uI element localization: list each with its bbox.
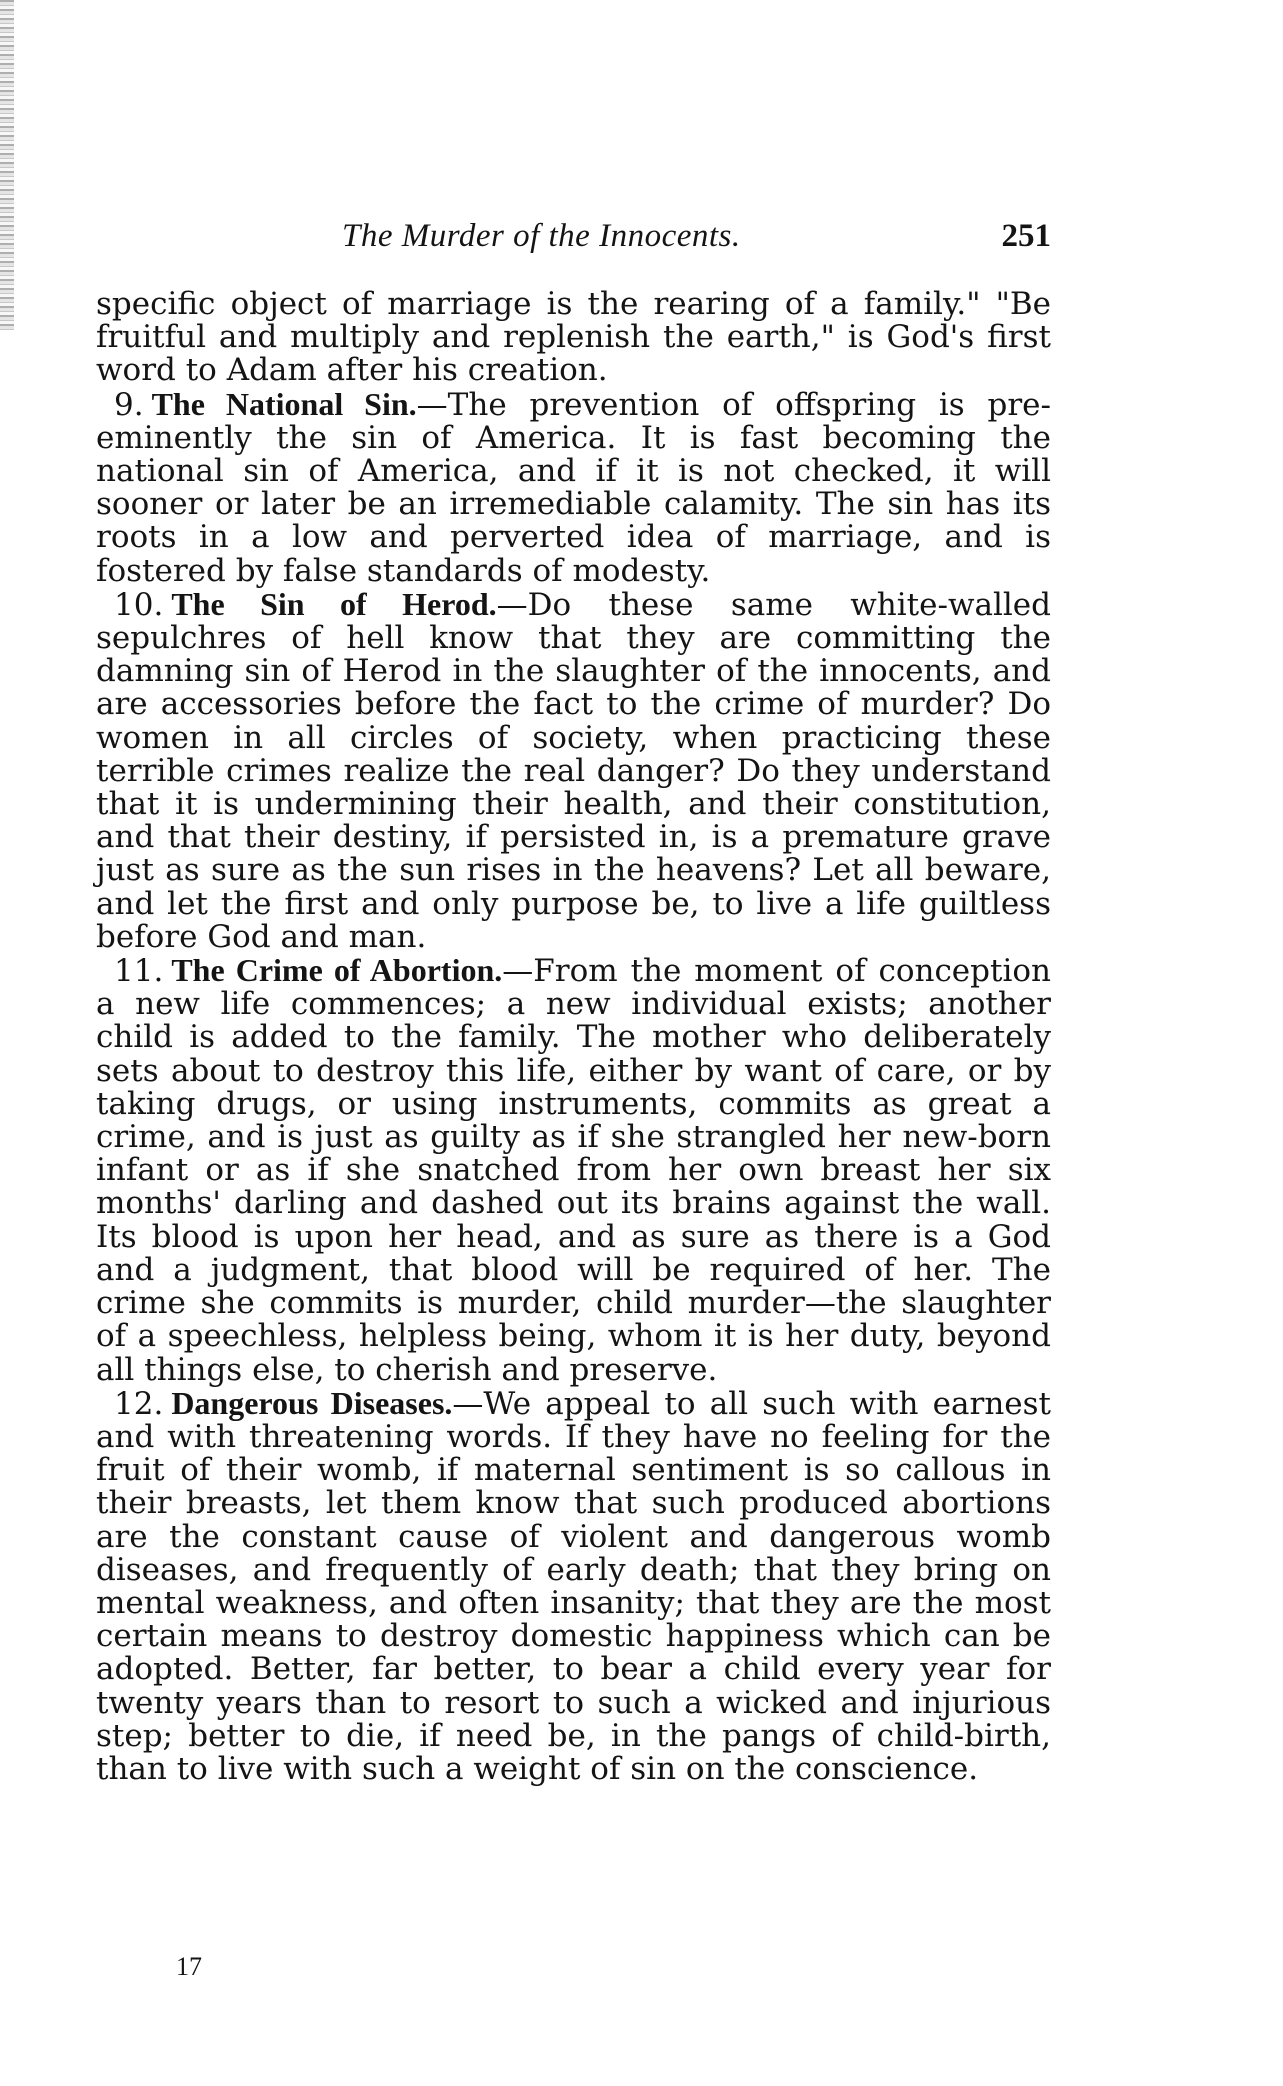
section-heading: The National Sin.	[151, 385, 417, 422]
running-header	[96, 218, 1051, 258]
section-heading: Dangerous Diseases.	[171, 1384, 453, 1421]
running-title: The Murder of the Innocents.	[342, 218, 741, 254]
section-number: 11.	[114, 953, 164, 990]
book-page	[96, 0, 1051, 2086]
section-text: —The prevention of offspring is pre-eminently the sin of America. It is fast becoming the national sin of America, and if it is not checked, it will sooner or later be an irremediable calamity. The sin has its roots in a low and perverted idea of marriage, and is fostered by false standards of modesty.	[96, 386, 1051, 589]
section-sin-of-herod	[96, 585, 1051, 955]
intro-paragraph: specific object of marriage is the rearing of a family." "Be fruitful and multiply and replenish the earth," is God's first word to Adam after his creation.	[96, 286, 1051, 389]
section-dangerous-diseases	[96, 1384, 1052, 1787]
section-text: —Do these same white-walled sepulchres of hell know that they are committing the damning sin of Herod in the slaughter of the innocents, and are accessories before the fact to the crime of murder? Do women in all circles of society, when practicing these terrible crimes realize the real danger? Do they understand that it is undermining their health, and their constitution, and that their destiny, if persisted in, is a premature grave just as sure as the sun rises in the heavens? Let all beware, and let the first and only purpose be, to live a life guiltless before God and man.	[96, 586, 1051, 955]
section-number: 9.	[114, 386, 144, 423]
section-heading: The Crime of Abortion.	[171, 952, 503, 989]
section-national-sin	[96, 385, 1051, 589]
section-number: 12.	[114, 1385, 164, 1422]
section-crime-of-abortion	[96, 954, 1051, 1387]
signature-mark: 17	[176, 1952, 202, 1981]
section-number: 10.	[114, 586, 164, 623]
page-number: 251	[1001, 218, 1051, 254]
scanned-page-edge	[0, 0, 14, 330]
body-text	[96, 288, 1051, 1786]
section-text: —From the moment of conception a new life commences; a new individual exists; another child is added to the family. The mother who deliberately sets about to destroy this life, either by want of care, or by taking drugs, or using instruments, commits as great a crime, and is just as guilty as if she strangled her new-born infant or as if she snatched from her own breast her six months' darling and dashed out its brains against the wall. Its blood is upon her head, and as sure as there is a God and a judgment, that blood will be required of her. The crime she commits is murder, child murder—the slaughter of a speechless, helpless being, whom it is her duty, beyond all things else, to cherish and preserve.	[96, 953, 1052, 1388]
section-text: —We appeal to all such with earnest and with threatening words. If they have no feeling for the fruit of their womb, if maternal sentiment is so callous in their breasts, let them know that such produced abortions are the constant cause of violent and dangerous womb diseases, and frequently of early death; that they bring on mental weakness, and often insanity; that they are the most certain means to destroy domestic happiness which can be adopted. Better, far better, to bear a child every year for twenty years than to resort to such a wicked and injurious step; better to die, if need be, in the pangs of child-birth, than to live with such a weight of sin on the conscience.	[96, 1385, 1052, 1787]
section-heading: The Sin of Herod.	[171, 585, 497, 622]
